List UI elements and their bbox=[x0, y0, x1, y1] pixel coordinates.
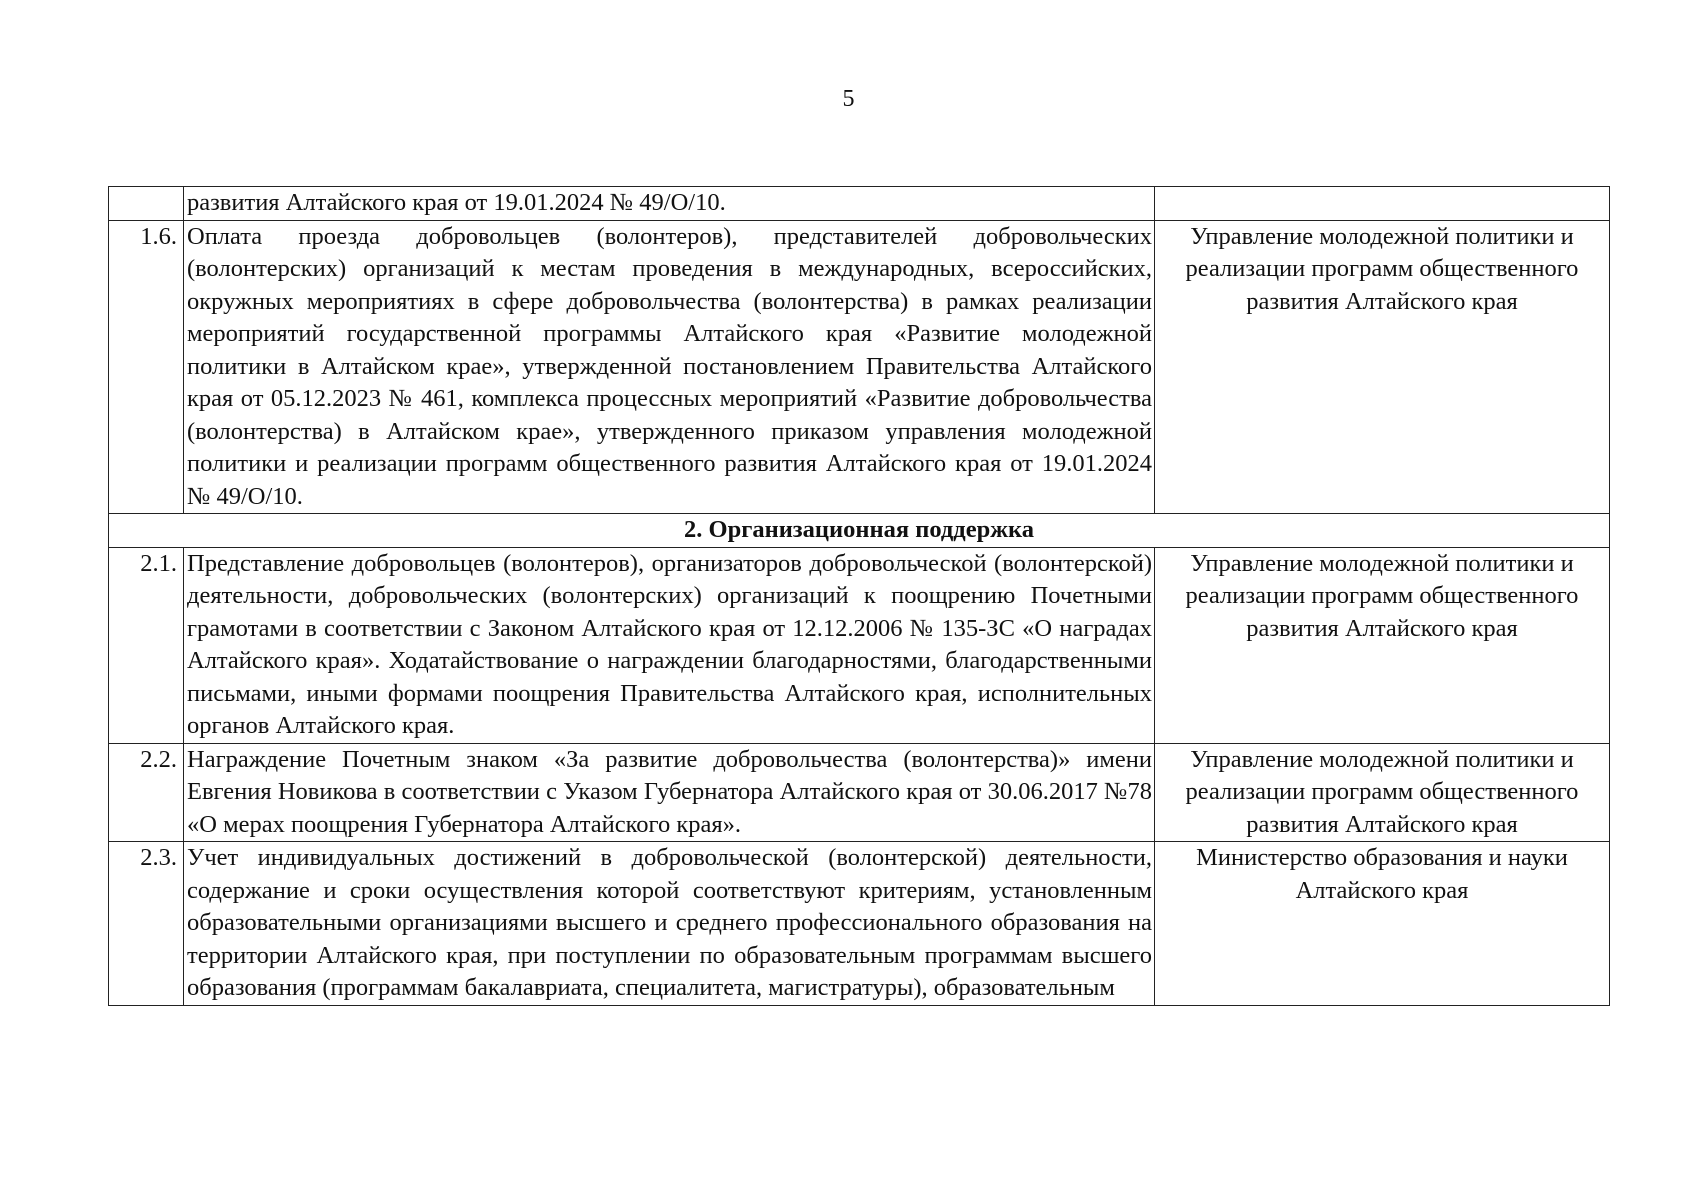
measures-table bbox=[108, 186, 1610, 1006]
table-row bbox=[109, 187, 1610, 221]
measure-text: развития Алтайского края от 19.01.2024 № 49/О/10. bbox=[184, 187, 1155, 221]
measure-text: Награждение Почетным знаком «За развитие добровольчества (волонтерства)» имени Евгения Новикова в соответствии с Указом Губернатора Алтайского края от 30.06.2017 №78 «О мерах поощрения Губернатора Алтайского края». bbox=[184, 743, 1155, 842]
row-number: 2.2. bbox=[109, 743, 184, 842]
page-number: 5 bbox=[842, 86, 855, 112]
row-number bbox=[109, 187, 184, 221]
responsible-org: Управление молодежной политики и реализации программ общественного развития Алтайского края bbox=[1155, 547, 1610, 743]
responsible-org: Министерство образования и науки Алтайского края bbox=[1155, 842, 1610, 1006]
section-title: 2. Организационная поддержка bbox=[109, 514, 1610, 548]
section-row bbox=[109, 514, 1610, 548]
row-number: 1.6. bbox=[109, 220, 184, 514]
measure-text: Представление добровольцев (волонтеров), организаторов добровольческой (волонтерской) деятельности, добровольческих (волонтерских) организаций к поощрению Почетными грамотами в соответствии с Законом Алтайского края от 12.12.2006 № 135-ЗС «О наградах Алтайского края». Ходатайствование о награждении благодарностями, благодарственными письмами, иными формами поощрения Правительства Алтайского края, исполнительных органов Алтайского края. bbox=[184, 547, 1155, 743]
measure-text: Учет индивидуальных достижений в добровольческой (волонтерской) деятельности, содержание и сроки осуществления которой соответствуют критериям, установленным образовательными организациями высшего и среднего профессионального образования на территории Алтайского края, при поступлении по образовательным программам высшего образования (программам бакалавриата, специалитета, магистратуры), образовательным bbox=[184, 842, 1155, 1006]
row-number: 2.3. bbox=[109, 842, 184, 1006]
table-row bbox=[109, 842, 1610, 1006]
table-row bbox=[109, 547, 1610, 743]
responsible-org bbox=[1155, 187, 1610, 221]
responsible-org: Управление молодежной политики и реализации программ общественного развития Алтайского края bbox=[1155, 743, 1610, 842]
table-row bbox=[109, 743, 1610, 842]
row-number: 2.1. bbox=[109, 547, 184, 743]
responsible-org: Управление молодежной политики и реализации программ общественного развития Алтайского края bbox=[1155, 220, 1610, 514]
measure-text: Оплата проезда добровольцев (волонтеров), представителей добровольческих (волонтерских) организаций к местам проведения в международных, всероссийских, окружных мероприятиях в сфере добровольчества (волонтерства) в рамках реализации мероприятий государственной программы Алтайского края «Развитие молодежной политики в Алтайском крае», утвержденной постановлением Правительства Алтайского края от 05.12.2023 № 461, комплекса процессных мероприятий «Развитие добровольчества (волонтерства) в Алтайском крае», утвержденного приказом управления молодежной политики и реализации программ общественного развития Алтайского края от 19.01.2024 № 49/О/10. bbox=[184, 220, 1155, 514]
table-row bbox=[109, 220, 1610, 514]
